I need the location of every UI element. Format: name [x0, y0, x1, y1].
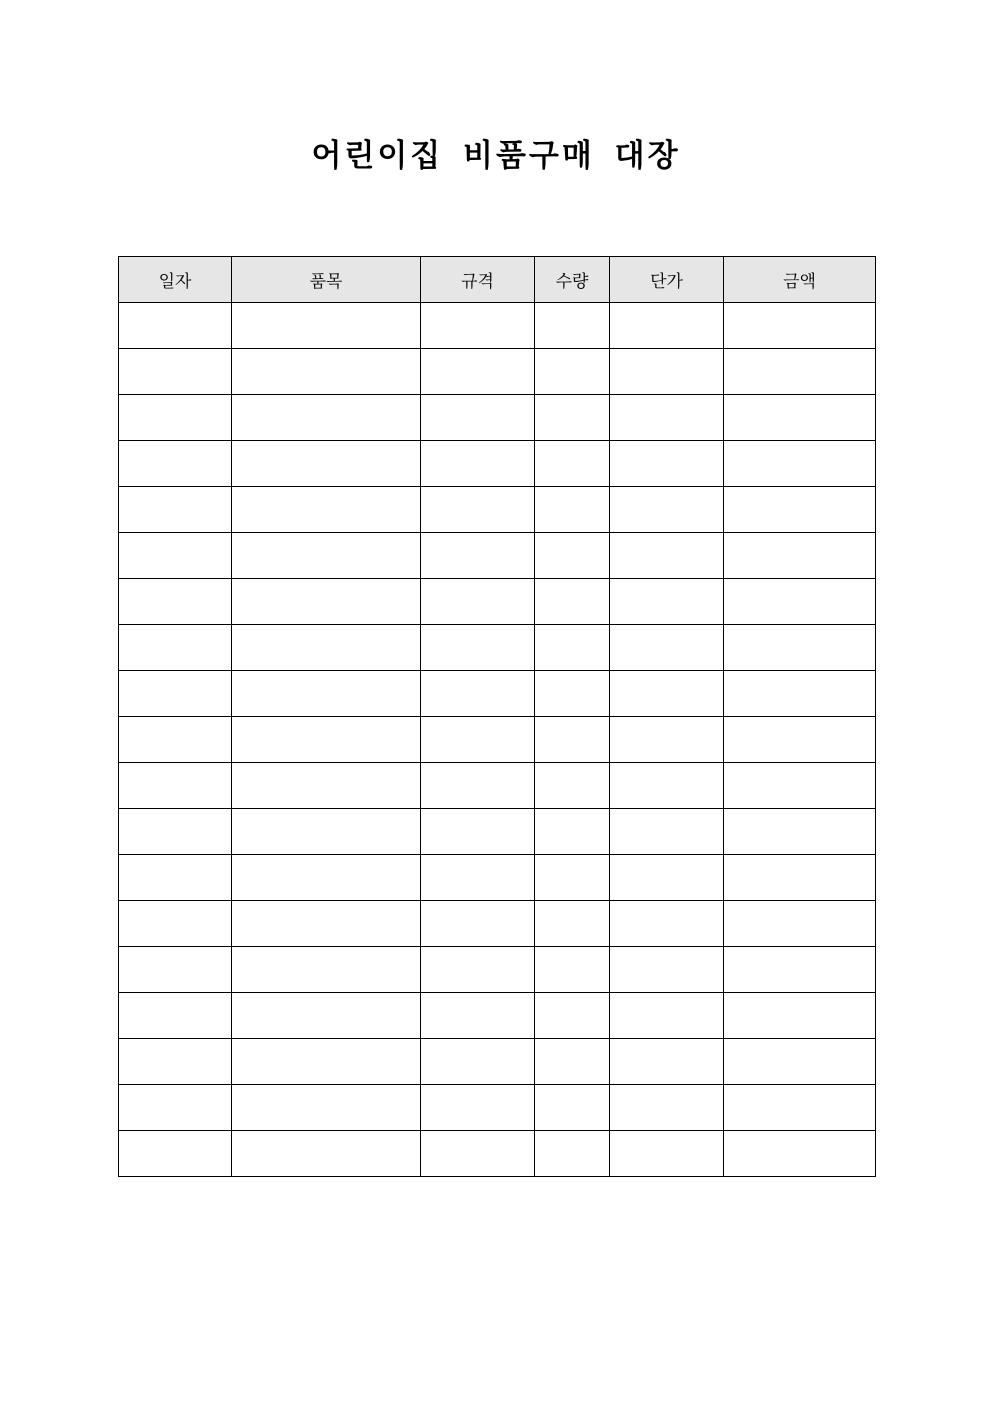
- quantity-cell[interactable]: [535, 625, 610, 671]
- spec-cell[interactable]: [421, 441, 535, 487]
- table-row: [119, 1131, 876, 1177]
- amount-cell[interactable]: [724, 303, 876, 349]
- table-row: [119, 1039, 876, 1085]
- table-row: [119, 441, 876, 487]
- table-row: [119, 855, 876, 901]
- date-cell[interactable]: [119, 901, 232, 947]
- spec-cell[interactable]: [421, 579, 535, 625]
- unit-price-cell[interactable]: [610, 993, 724, 1039]
- spec-cell[interactable]: [421, 625, 535, 671]
- item-cell[interactable]: [232, 487, 421, 533]
- item-cell[interactable]: [232, 947, 421, 993]
- quantity-cell[interactable]: [535, 579, 610, 625]
- quantity-cell[interactable]: [535, 901, 610, 947]
- quantity-cell[interactable]: [535, 533, 610, 579]
- spec-cell[interactable]: [421, 947, 535, 993]
- quantity-cell[interactable]: [535, 395, 610, 441]
- item-cell[interactable]: [232, 579, 421, 625]
- table-row: [119, 487, 876, 533]
- quantity-cell[interactable]: [535, 763, 610, 809]
- spec-cell[interactable]: [421, 993, 535, 1039]
- table-row: [119, 763, 876, 809]
- date-cell[interactable]: [119, 395, 232, 441]
- date-cell[interactable]: [119, 855, 232, 901]
- date-cell[interactable]: [119, 763, 232, 809]
- table-row: [119, 303, 876, 349]
- unit-price-cell[interactable]: [610, 533, 724, 579]
- table-row: [119, 395, 876, 441]
- date-cell[interactable]: [119, 717, 232, 763]
- item-cell[interactable]: [232, 671, 421, 717]
- date-cell[interactable]: [119, 579, 232, 625]
- spec-cell[interactable]: [421, 303, 535, 349]
- unit-price-cell[interactable]: [610, 763, 724, 809]
- quantity-cell[interactable]: [535, 1085, 610, 1131]
- table-row: [119, 717, 876, 763]
- unit-price-cell[interactable]: [610, 855, 724, 901]
- unit-price-cell[interactable]: [610, 487, 724, 533]
- amount-cell[interactable]: [724, 487, 876, 533]
- table-row: [119, 579, 876, 625]
- item-cell[interactable]: [232, 533, 421, 579]
- quantity-cell[interactable]: [535, 671, 610, 717]
- spec-cell[interactable]: [421, 717, 535, 763]
- amount-cell[interactable]: [724, 671, 876, 717]
- item-cell[interactable]: [232, 717, 421, 763]
- spec-cell[interactable]: [421, 395, 535, 441]
- unit-price-cell[interactable]: [610, 625, 724, 671]
- unit-price-cell[interactable]: [610, 1039, 724, 1085]
- amount-cell[interactable]: [724, 717, 876, 763]
- unit-price-cell[interactable]: [610, 441, 724, 487]
- quantity-cell[interactable]: [535, 809, 610, 855]
- unit-price-cell[interactable]: [610, 395, 724, 441]
- spec-cell[interactable]: [421, 671, 535, 717]
- unit-price-cell[interactable]: [610, 303, 724, 349]
- column-header-spec: 규격: [421, 257, 535, 303]
- spec-cell[interactable]: [421, 1131, 535, 1177]
- date-cell[interactable]: [119, 671, 232, 717]
- quantity-cell[interactable]: [535, 441, 610, 487]
- amount-cell[interactable]: [724, 1085, 876, 1131]
- table-row: [119, 349, 876, 395]
- item-cell[interactable]: [232, 763, 421, 809]
- quantity-cell[interactable]: [535, 349, 610, 395]
- spec-cell[interactable]: [421, 809, 535, 855]
- quantity-cell[interactable]: [535, 303, 610, 349]
- item-cell[interactable]: [232, 1085, 421, 1131]
- table-row: [119, 809, 876, 855]
- date-cell[interactable]: [119, 303, 232, 349]
- amount-cell[interactable]: [724, 441, 876, 487]
- quantity-cell[interactable]: [535, 993, 610, 1039]
- table-row: [119, 625, 876, 671]
- amount-cell[interactable]: [724, 947, 876, 993]
- date-cell[interactable]: [119, 487, 232, 533]
- spec-cell[interactable]: [421, 901, 535, 947]
- item-cell[interactable]: [232, 901, 421, 947]
- table-row: [119, 671, 876, 717]
- item-cell[interactable]: [232, 809, 421, 855]
- unit-price-cell[interactable]: [610, 901, 724, 947]
- table-row: [119, 993, 876, 1039]
- column-header-unit-price: 단가: [610, 257, 724, 303]
- date-cell[interactable]: [119, 947, 232, 993]
- amount-cell[interactable]: [724, 993, 876, 1039]
- amount-cell[interactable]: [724, 763, 876, 809]
- item-cell[interactable]: [232, 441, 421, 487]
- unit-price-cell[interactable]: [610, 1131, 724, 1177]
- amount-cell[interactable]: [724, 1039, 876, 1085]
- unit-price-cell[interactable]: [610, 717, 724, 763]
- spec-cell[interactable]: [421, 533, 535, 579]
- spec-cell[interactable]: [421, 855, 535, 901]
- item-cell[interactable]: [232, 303, 421, 349]
- item-cell[interactable]: [232, 1131, 421, 1177]
- spec-cell[interactable]: [421, 1039, 535, 1085]
- amount-cell[interactable]: [724, 579, 876, 625]
- table-row: [119, 947, 876, 993]
- date-cell[interactable]: [119, 1131, 232, 1177]
- date-cell[interactable]: [119, 349, 232, 395]
- quantity-cell[interactable]: [535, 487, 610, 533]
- date-cell[interactable]: [119, 625, 232, 671]
- unit-price-cell[interactable]: [610, 809, 724, 855]
- quantity-cell[interactable]: [535, 1039, 610, 1085]
- unit-price-cell[interactable]: [610, 947, 724, 993]
- date-cell[interactable]: [119, 1085, 232, 1131]
- date-cell[interactable]: [119, 993, 232, 1039]
- spec-cell[interactable]: [421, 487, 535, 533]
- spec-cell[interactable]: [421, 1085, 535, 1131]
- item-cell[interactable]: [232, 993, 421, 1039]
- table-row: [119, 533, 876, 579]
- table-header-row: [119, 257, 876, 303]
- unit-price-cell[interactable]: [610, 579, 724, 625]
- quantity-cell[interactable]: [535, 947, 610, 993]
- item-cell[interactable]: [232, 625, 421, 671]
- quantity-cell[interactable]: [535, 717, 610, 763]
- amount-cell[interactable]: [724, 625, 876, 671]
- item-cell[interactable]: [232, 855, 421, 901]
- unit-price-cell[interactable]: [610, 671, 724, 717]
- quantity-cell[interactable]: [535, 1131, 610, 1177]
- page-title: 어린이집 비품구매 대장: [311, 138, 681, 174]
- amount-cell[interactable]: [724, 855, 876, 901]
- spec-cell[interactable]: [421, 349, 535, 395]
- column-header-date: 일자: [119, 257, 232, 303]
- column-header-amount: 금액: [724, 257, 876, 303]
- unit-price-cell[interactable]: [610, 1085, 724, 1131]
- purchase-ledger-table: [118, 256, 876, 1177]
- quantity-cell[interactable]: [535, 855, 610, 901]
- date-cell[interactable]: [119, 533, 232, 579]
- date-cell[interactable]: [119, 809, 232, 855]
- column-header-quantity: 수량: [535, 257, 610, 303]
- table-row: [119, 901, 876, 947]
- item-cell[interactable]: [232, 395, 421, 441]
- column-header-item: 품목: [232, 257, 421, 303]
- amount-cell[interactable]: [724, 901, 876, 947]
- amount-cell[interactable]: [724, 349, 876, 395]
- amount-cell[interactable]: [724, 533, 876, 579]
- date-cell[interactable]: [119, 1039, 232, 1085]
- spec-cell[interactable]: [421, 763, 535, 809]
- unit-price-cell[interactable]: [610, 349, 724, 395]
- amount-cell[interactable]: [724, 395, 876, 441]
- amount-cell[interactable]: [724, 1131, 876, 1177]
- date-cell[interactable]: [119, 441, 232, 487]
- table-row: [119, 1085, 876, 1131]
- item-cell[interactable]: [232, 1039, 421, 1085]
- item-cell[interactable]: [232, 349, 421, 395]
- amount-cell[interactable]: [724, 809, 876, 855]
